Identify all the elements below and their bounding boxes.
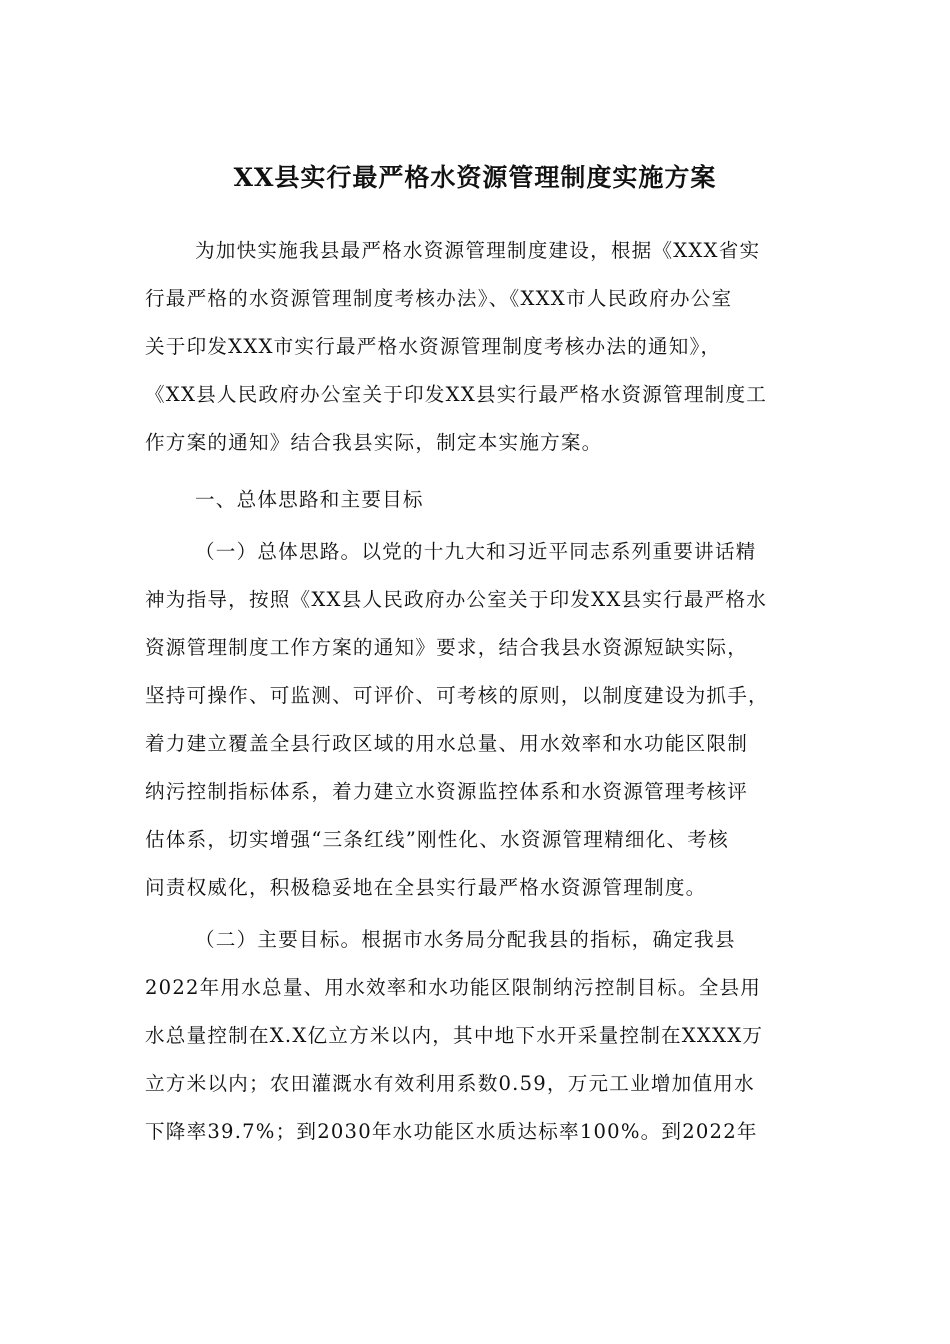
paragraph-line: 水总量控制在X.X亿立方米以内，其中地下水开采量控制在XXXX万: [145, 1024, 764, 1047]
paragraph-line: 作方案的通知》结合我县实际，制定本实施方案。: [145, 431, 603, 454]
paragraph-line: 坚持可操作、可监测、可评价、可考核的原则，以制度建设为抓手，: [145, 684, 769, 707]
paragraph-line: 神为指导，按照《XX县人民政府办公室关于印发XX县实行最严格水: [145, 588, 768, 611]
document-title: XX县实行最严格水资源管理制度实施方案: [233, 163, 717, 192]
paragraph-line: （二）主要目标。根据市水务局分配我县的指标，确定我县: [195, 928, 736, 951]
paragraph-line: 2022年用水总量、用水效率和水功能区限制纳污控制目标。全县用: [145, 976, 762, 999]
paragraph-line: 纳污控制指标体系，着力建立水资源监控体系和水资源管理考核评: [145, 780, 749, 803]
paragraph-line: 为加快实施我县最严格水资源管理制度建设，根据《XXX省实: [195, 239, 761, 262]
paragraph-line: 估体系，切实增强“三条红线”刚性化、水资源管理精细化、考核: [145, 828, 729, 851]
paragraph-line: 立方米以内；农田灌溉水有效利用系数0.59，万元工业增加值用水: [145, 1072, 755, 1095]
paragraph-line: （一）总体思路。以党的十九大和习近平同志系列重要讲话精: [195, 540, 757, 563]
paragraph-line: 《XX县人民政府办公室关于印发XX县实行最严格水资源管理制度工: [145, 383, 768, 406]
section-heading: 一、总体思路和主要目标: [195, 488, 424, 511]
paragraph-line: 问责权威化，积极稳妥地在全县实行最严格水资源管理制度。: [145, 876, 707, 899]
paragraph-line: 资源管理制度工作方案的通知》要求，结合我县水资源短缺实际，: [145, 636, 749, 659]
paragraph-line: 下降率39.7%；到2030年水功能区水质达标率100%。到2022年: [145, 1120, 758, 1143]
paragraph-line: 着力建立覆盖全县行政区域的用水总量、用水效率和水功能区限制: [145, 732, 749, 755]
paragraph-line: 行最严格的水资源管理制度考核办法》、《XXX市人民政府办公室: [145, 287, 733, 310]
paragraph-line: 关于印发XXX市实行最严格水资源管理制度考核办法的通知》，: [145, 335, 722, 358]
